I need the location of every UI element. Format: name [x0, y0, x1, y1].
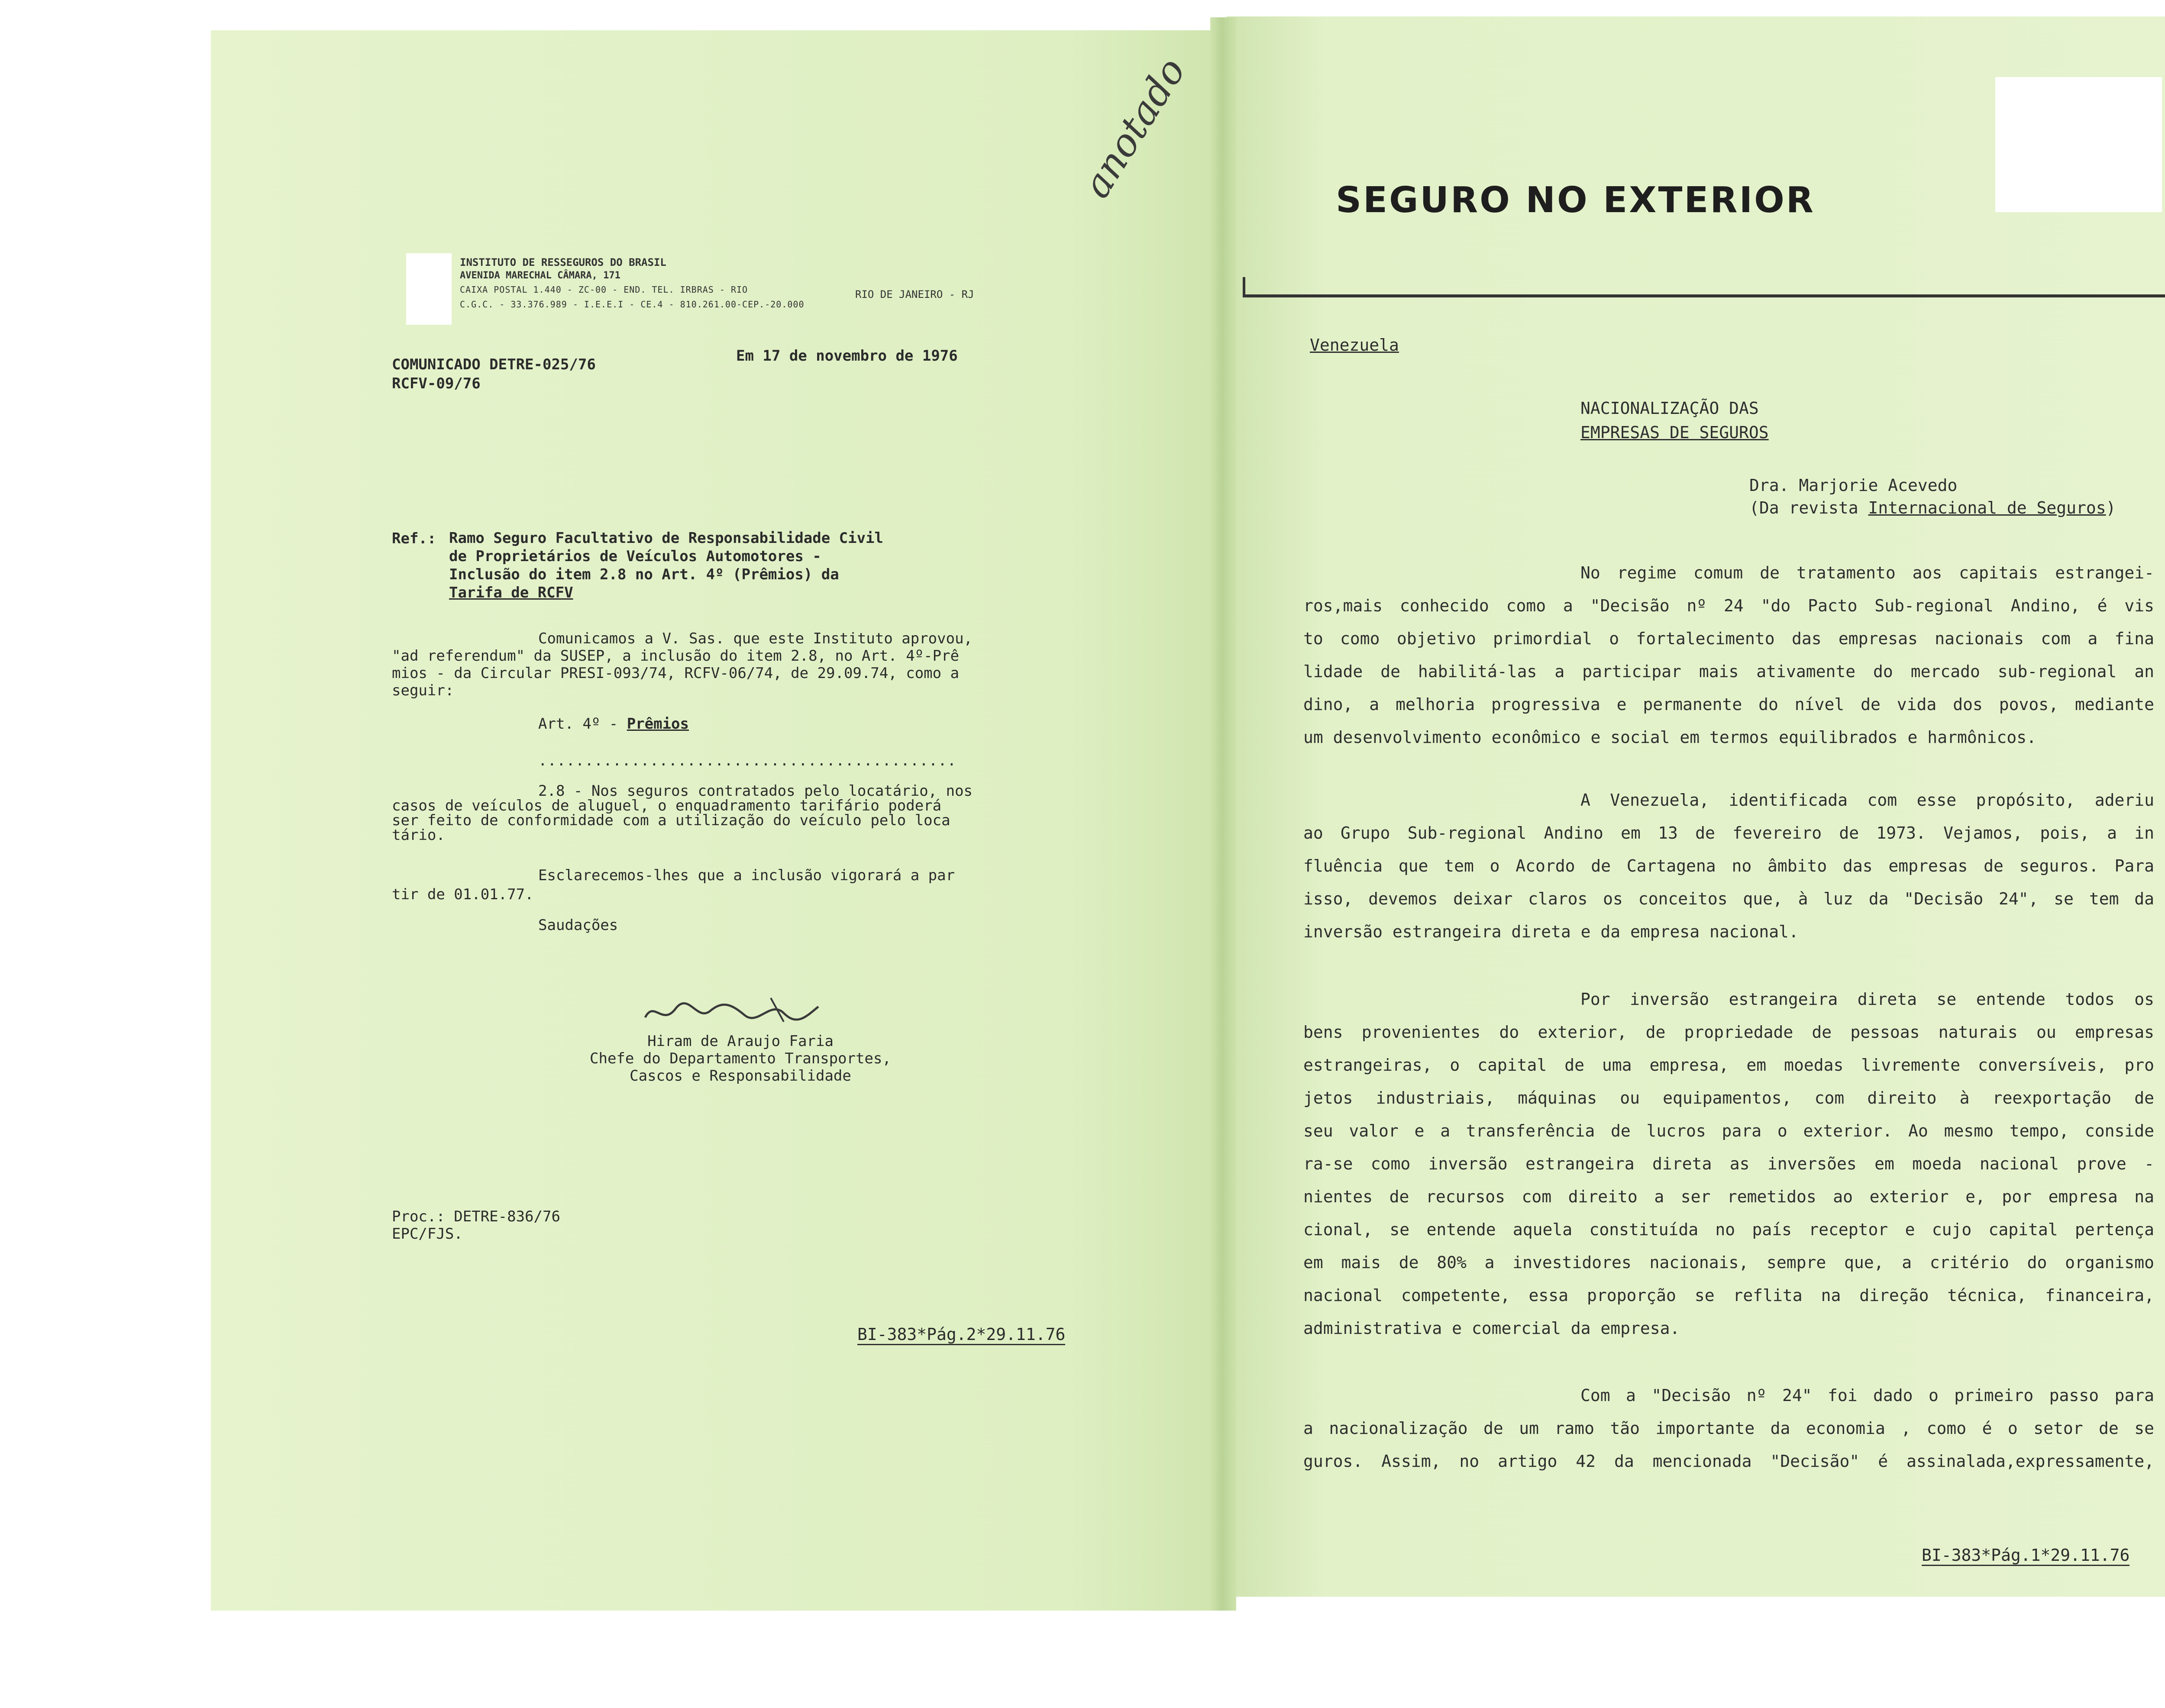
para-line: guros. Assim, no artigo 42 da mencionada "Decisão" é assinalada,expressamente, — [1303, 1452, 2154, 1471]
article-title-line: NACIONALIZAÇÃO DAS — [1580, 399, 1759, 418]
country-heading: Venezuela — [1310, 336, 1399, 355]
para-line: dino, a melhoria progressiva e permanente do nível de vida dos povos, mediante — [1303, 695, 2154, 714]
article-paragraph-2 — [1303, 784, 2154, 948]
article-heading — [538, 714, 689, 733]
para-line: a nacionalização de um ramo tão importante da economia , como é o setor de se — [1303, 1419, 2154, 1438]
para-line: isso, devemos deixar claros os conceitos que, à luz da "Decisão 24", se tem da — [1303, 889, 2154, 908]
item-line: ser feito de conformidade com a utilização do veículo pelo loca — [392, 812, 950, 829]
handwritten-note: anotado — [1074, 50, 1194, 206]
article-title — [1580, 396, 1769, 445]
article-label: Art. 4º - — [538, 715, 627, 733]
item-2-8 — [392, 784, 973, 843]
para-line: inversão estrangeira direta e da empresa nacional. — [1303, 922, 1799, 941]
greeting: Saudações — [538, 917, 618, 934]
comunicado-line1: COMUNICADO DETRE-025/76 — [392, 356, 596, 373]
ref-line: de Proprietários de Veículos Automotores - — [449, 548, 821, 565]
ref-line: Ramo Seguro Facultativo de Responsabilidade Civil — [449, 530, 884, 547]
para-line: ao Grupo Sub-regional Andino em 13 de fevereiro de 1973. Vejamos, pois, a in — [1303, 823, 2154, 843]
source-suffix: ) — [2106, 498, 2116, 517]
letterhead-city: RIO DE JANEIRO - RJ — [855, 288, 974, 300]
letter-date: Em 17 de novembro de 1976 — [736, 347, 958, 365]
body-paragraph-2 — [392, 866, 955, 904]
body-line: tir de 01.01.77. — [392, 886, 534, 903]
redacted-logo — [406, 253, 452, 325]
article-paragraph-3 — [1303, 983, 2154, 1345]
initials-line: EPC/FJS. — [392, 1225, 463, 1243]
source-journal: Internacional de Seguros — [1868, 498, 2106, 517]
para-line: nientes de recursos com direito a ser remetidos ao exterior e, por empresa na — [1303, 1187, 2154, 1206]
signatory-department: Cascos e Responsabilidade — [630, 1067, 851, 1085]
para-line: jetos industriais, máquinas ou equipamentos, com direito à reexportação de — [1303, 1088, 2154, 1107]
article-title: Prêmios — [627, 715, 689, 733]
letterhead-address: AVENIDA MARECHAL CÂMARA, 171 — [460, 270, 620, 281]
article-title-line: EMPRESAS DE SEGUROS — [1580, 423, 1769, 442]
article-paragraph-1 — [1303, 556, 2154, 754]
letterhead-postal: CAIXA POSTAL 1.440 - ZC-00 - END. TEL. IRBRAS - RIO — [460, 284, 748, 295]
process-line: Proc.: DETRE-836/76 — [392, 1208, 560, 1225]
process-reference — [392, 1208, 560, 1243]
para-line: ros,mais conhecido como a "Decisão nº 24 "do Pacto Sub-regional Andino, é vis — [1303, 596, 2154, 615]
section-header-title: SEGURO NO EXTERIOR — [1336, 180, 1815, 221]
para-line: to como objetivo primordial o fortalecimento das empresas nacionais com a fina — [1303, 629, 2154, 648]
para-line: nacional competente, essa proporção se reflita na direção técnica, financeira, — [1303, 1286, 2154, 1305]
letterhead-name: INSTITUTO DE RESSEGUROS DO BRASIL — [460, 256, 666, 268]
item-line: tário. — [392, 827, 445, 844]
para-line: estrangeiras, o capital de uma empresa, em moedas livremente conversíveis, pro — [1303, 1056, 2154, 1075]
signature-block — [572, 1033, 909, 1085]
para-line: A Venezuela, identificada com esse propósito, aderiu — [1580, 791, 2154, 810]
para-line: um desenvolvimento econômico e social em termos equilibrados e harmônicos. — [1303, 728, 2036, 747]
body-line: mios - da Circular PRESI-093/74, RCFV-06/74, de 29.09.74, como a — [392, 665, 960, 682]
para-line: em mais de 80% a investidores nacionais, sempre que, a critério do organismo — [1303, 1253, 2154, 1272]
author-block — [1749, 474, 2116, 519]
para-line: ra-se como inversão estrangeira direta as inversões em moeda nacional prove - — [1303, 1154, 2154, 1173]
header-rule-left — [1243, 277, 1245, 297]
signature-scribble — [641, 991, 823, 1030]
para-line: Por inversão estrangeira direta se entende todos os — [1580, 990, 2154, 1009]
author-name: Dra. Marjorie Acevedo — [1749, 476, 1958, 495]
body-line: "ad referendum" da SUSEP, a inclusão do item 2.8, no Art. 4º-Prê — [392, 647, 960, 665]
comunicado-number — [392, 355, 596, 393]
header-rule — [1243, 294, 2165, 297]
item-line: casos de veículos de aluguel, o enquadramento tarifário poderá — [392, 797, 942, 814]
letterhead-registry: C.G.C. - 33.376.989 - I.E.E.I - CE.4 - 810.261.00-CEP.-20.000 — [460, 299, 805, 310]
right-page-footer: BI-383*Pág.1*29.11.76 — [1922, 1546, 2129, 1566]
signatory-title: Chefe do Departamento Transportes, — [590, 1050, 891, 1067]
letterhead — [460, 255, 805, 312]
article-paragraph-4 — [1303, 1379, 2154, 1478]
para-line: No regime comum de tratamento aos capitais estrangei- — [1580, 563, 2154, 582]
left-page-footer: BI-383*Pág.2*29.11.76 — [857, 1325, 1065, 1345]
para-line: fluência que tem o Acordo de Cartagena no âmbito das empresas de seguros. Para — [1303, 856, 2154, 875]
para-line: seu valor e a transferência de lucros para o exterior. Ao mesmo tempo, conside — [1303, 1121, 2154, 1140]
para-line: lidade de habilitá-las a participar mais ativamente do mercado sub-regional an — [1303, 662, 2154, 681]
para-line: cional, se entende aquela constituída no país receptor e cujo capital pertença — [1303, 1220, 2154, 1239]
body-line: Comunicamos a V. Sas. que este Instituto aprovou, — [538, 630, 973, 647]
item-line: 2.8 - Nos seguros contratados pelo locatário, nos — [538, 782, 973, 800]
body-paragraph-1 — [392, 630, 973, 699]
dotted-separator: ............................................. — [538, 752, 957, 769]
signatory-name: Hiram de Araujo Faria — [647, 1033, 834, 1050]
binding-fold — [1210, 17, 1236, 1611]
comunicado-line2: RCFV-09/76 — [392, 375, 481, 392]
ref-label: Ref.: — [392, 530, 436, 547]
body-line: Esclarecemos-lhes que a inclusão vigorará a par — [538, 867, 955, 884]
para-line: administrativa e comercial da empresa. — [1303, 1319, 1680, 1338]
ref-line: Inclusão do item 2.8 no Art. 4º (Prêmios) da — [449, 566, 839, 583]
para-line: bens provenientes do exterior, de propriedade de pessoas naturais ou empresas — [1303, 1023, 2154, 1042]
ref-line: Tarifa de RCFV — [449, 584, 573, 601]
source-prefix: (Da revista — [1749, 498, 1868, 517]
body-line: seguir: — [392, 682, 454, 699]
ref-block — [449, 529, 883, 602]
author-source — [1749, 497, 2116, 519]
para-line: Com a "Decisão nº 24" foi dado o primeiro passo para — [1580, 1386, 2154, 1405]
redacted-corner — [1995, 77, 2162, 212]
